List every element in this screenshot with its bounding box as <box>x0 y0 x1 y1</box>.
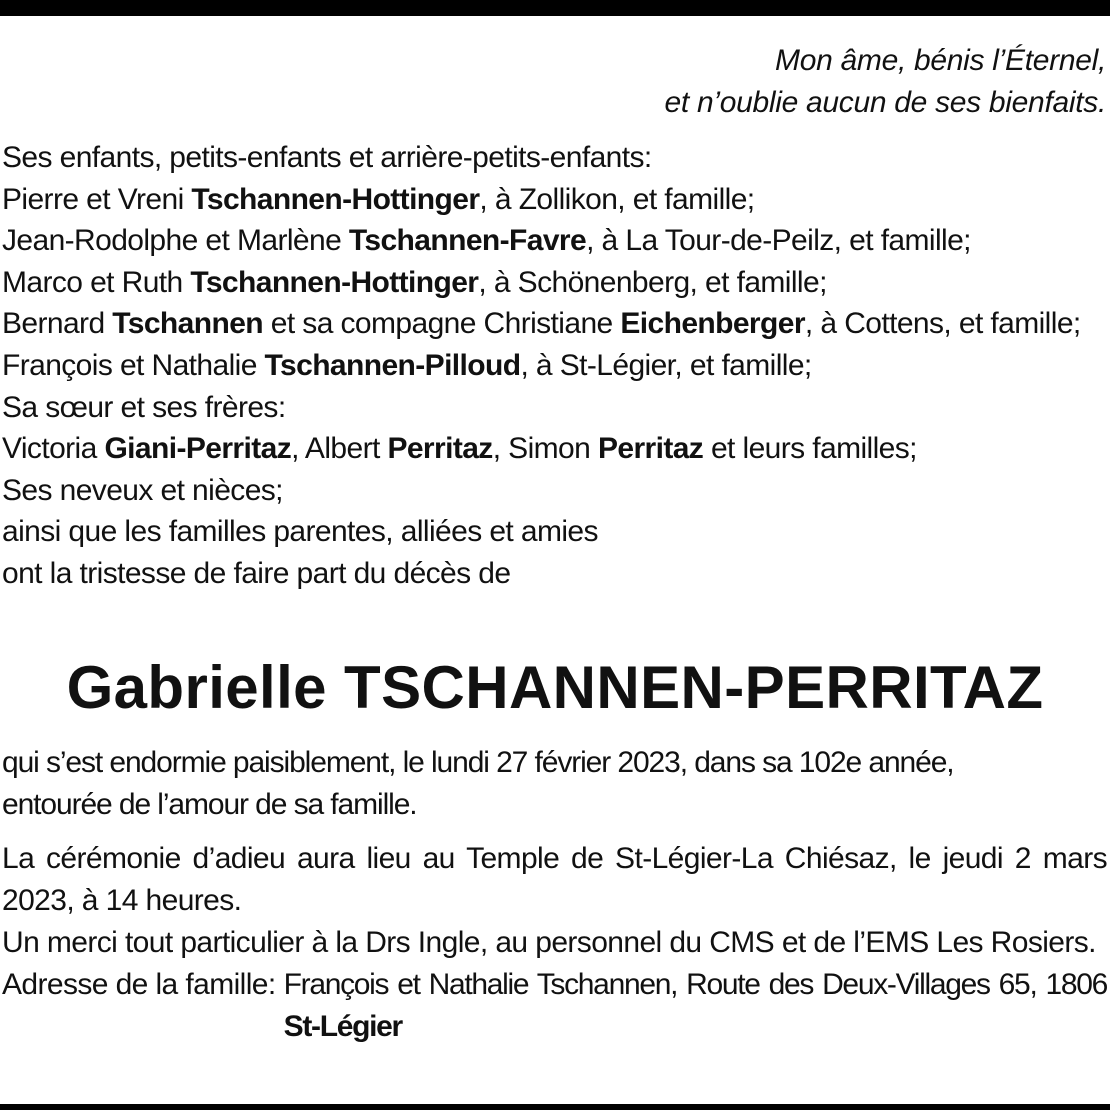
announcement-line: ont la tristesse de faire part du décès de <box>2 556 511 590</box>
ceremony-details <box>2 838 1107 1048</box>
family-entry: Bernard Tschannen et sa compagne Christiane Eichenberger, à Cottens, et famille; <box>2 307 1081 341</box>
thanks-text: Un merci tout particulier à la Drs Ingle, au personnel du CMS et de l’EMS Les Rosiers. <box>2 926 1096 959</box>
children-intro: Ses enfants, petits-enfants et arrière-petits-enfants: <box>2 141 652 174</box>
address-value: François et Nathalie Tschannen, Route des Deux-Villages 65, 1806 St-Légier <box>283 968 1107 1043</box>
passing-line-2: entourée de l’amour de sa famille. <box>2 788 417 821</box>
family-entry: Pierre et Vreni Tschannen-Hottinger, à Zollikon, et famille; <box>2 182 755 216</box>
nephews-line: Ses neveux et nièces; <box>2 473 283 507</box>
family-list <box>2 137 1107 595</box>
passing-notice <box>2 742 1107 826</box>
deceased-name: Gabrielle TSCHANNEN-PERRITAZ <box>66 654 1044 721</box>
family-address <box>2 964 1107 1048</box>
top-rule <box>0 0 1110 16</box>
siblings-intro: Sa sœur et ses frères: <box>2 390 286 424</box>
verse-line-1: Mon âme, bénis l’Éternel, <box>775 44 1106 77</box>
address-label: Adresse de la famille: <box>2 968 276 1001</box>
relatives-line: ainsi que les familles parentes, alliées et amies <box>2 515 598 549</box>
siblings-entry: Victoria Giani-Perritaz, Albert Perritaz, Simon Perritaz et leurs familles; <box>2 432 917 466</box>
bottom-rule <box>0 1104 1110 1110</box>
passing-line-1: qui s’est endormie paisiblement, le lundi 27 février 2023, dans sa 102e année, <box>2 746 954 779</box>
ceremony-text: La cérémonie d’adieu aura lieu au Temple de St-Légier-La Chiésaz, le jeudi 2 mars 2023, à 14 heures. <box>2 842 1107 917</box>
verse-line-2: et n’oublie aucun de ses bienfaits. <box>664 86 1106 119</box>
family-entry: Marco et Ruth Tschannen-Hottinger, à Schönenberg, et famille; <box>2 265 827 299</box>
family-entry: François et Nathalie Tschannen-Pilloud, à St-Légier, et famille; <box>2 348 812 382</box>
bible-verse <box>665 40 1106 124</box>
family-entry: Jean-Rodolphe et Marlène Tschannen-Favre, à La Tour-de-Peilz, et famille; <box>2 224 971 258</box>
